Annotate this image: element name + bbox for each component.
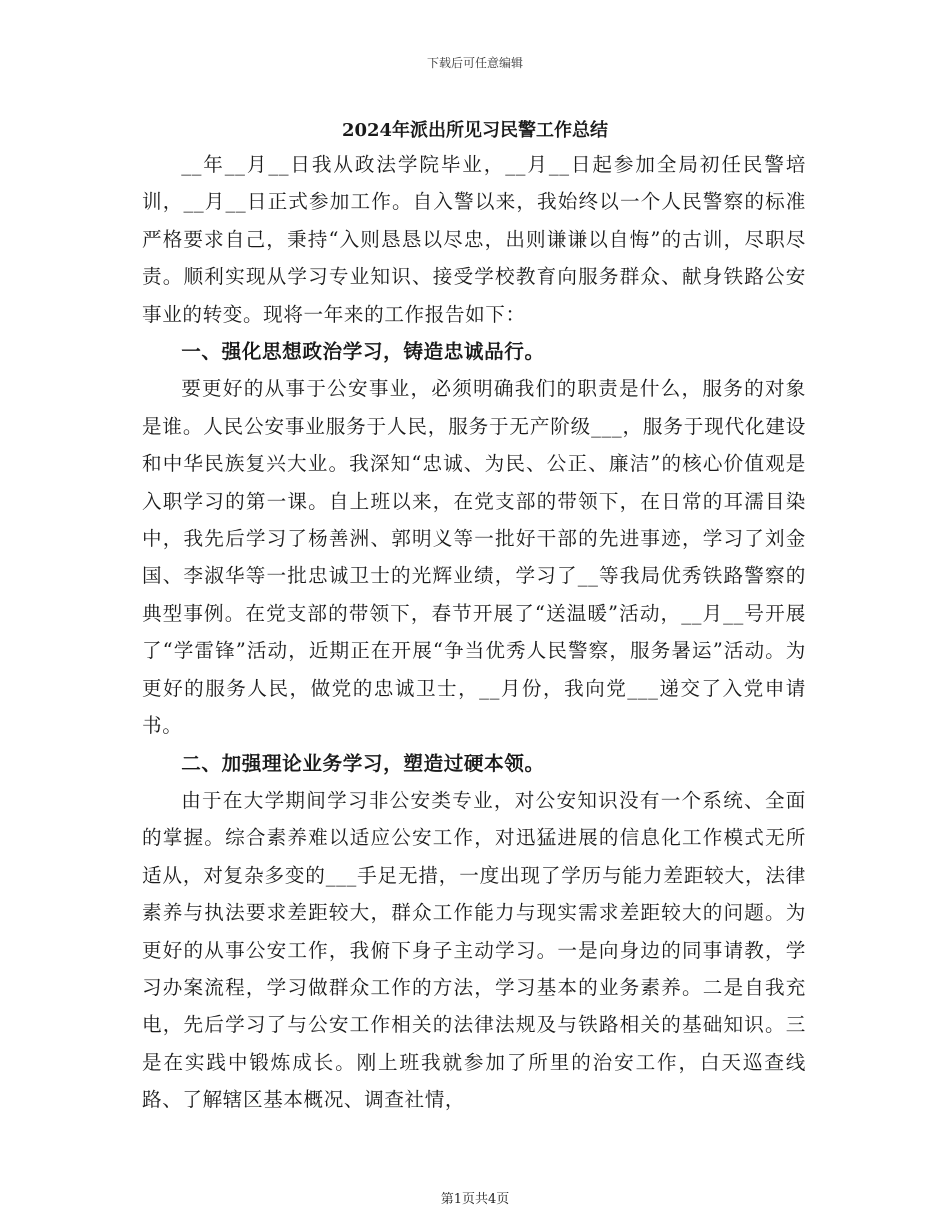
header-note: 下载后可任意编辑 <box>426 56 523 70</box>
section-heading-1: 一、强化思想政治学习，铸造忠诚品行。 <box>181 340 545 364</box>
document-body <box>142 146 806 1119</box>
section-1-paragraph: 要更好的从事于公安事业，必须明确我们的职责是什么，服务的对象是谁。人民公安事业服务于人民，服务于无产阶级___，服务于现代化建设和中华民族复兴大业。我深知“忠诚、为民、公正、廉洁”的核心价值观是入职学习的第一课。自上班以来，在党支部的带领下，在日常的耳濡目染中，我先后学习了杨善洲、郭明义等一批好干部的先进事迹，学习了刘金国、李淑华等一批忠诚卫士的光辉业绩，学习了__等我局优秀铁路警察的典型事例。在党支部的带领下，春节开展了“送温暖”活动，__月__号开展了“学雷锋”活动，近期正在开展“争当优秀人民警察，服务暑运”活动。为更好的服务人民，做党的忠诚卫士，__月份，我向党___递交了入党申请书。 <box>142 377 806 738</box>
intro-paragraph: __年__月__日我从政法学院毕业，__月__日起参加全局初任民警培训，__月__日正式参加工作。自入警以来，我始终以一个人民警察的标准严格要求自己，秉持“入则恳恳以尽忠，出则谦谦以自悔”的古训，尽职尽责。顺利实现从学习专业知识、接受学校教育向服务群众、献身铁路公安事业的转变。现将一年来的工作报告如下： <box>142 153 806 326</box>
document-title: 2024年派出所见习民警工作总结 <box>341 120 609 141</box>
page-number: 第1页共4页 <box>440 1192 510 1207</box>
section-2-paragraph: 由于在大学期间学习非公安类专业，对公安知识没有一个系统、全面的掌握。综合素养难以适应公安工作，对迅猛进展的信息化工作模式无所适从，对复杂多变的___手足无措，一度出现了学历与能力差距较大，法律素养与执法要求差距较大，群众工作能力与现实需求差距较大的问题。为更好的从事公安工作，我俯下身子主动学习。一是向身边的同事请教，学习办案流程，学习做群众工作的方法，学习基本的业务素养。二是自我充电，先后学习了与公安工作相关的法律法规及与铁路相关的基础知识。三是在实践中锻炼成长。刚上班我就参加了所里的治安工作，白天巡查线路、了解辖区基本概况、调查社情， <box>142 788 806 1112</box>
section-heading-2: 二、加强理论业务学习，塑造过硬本领。 <box>181 751 545 775</box>
